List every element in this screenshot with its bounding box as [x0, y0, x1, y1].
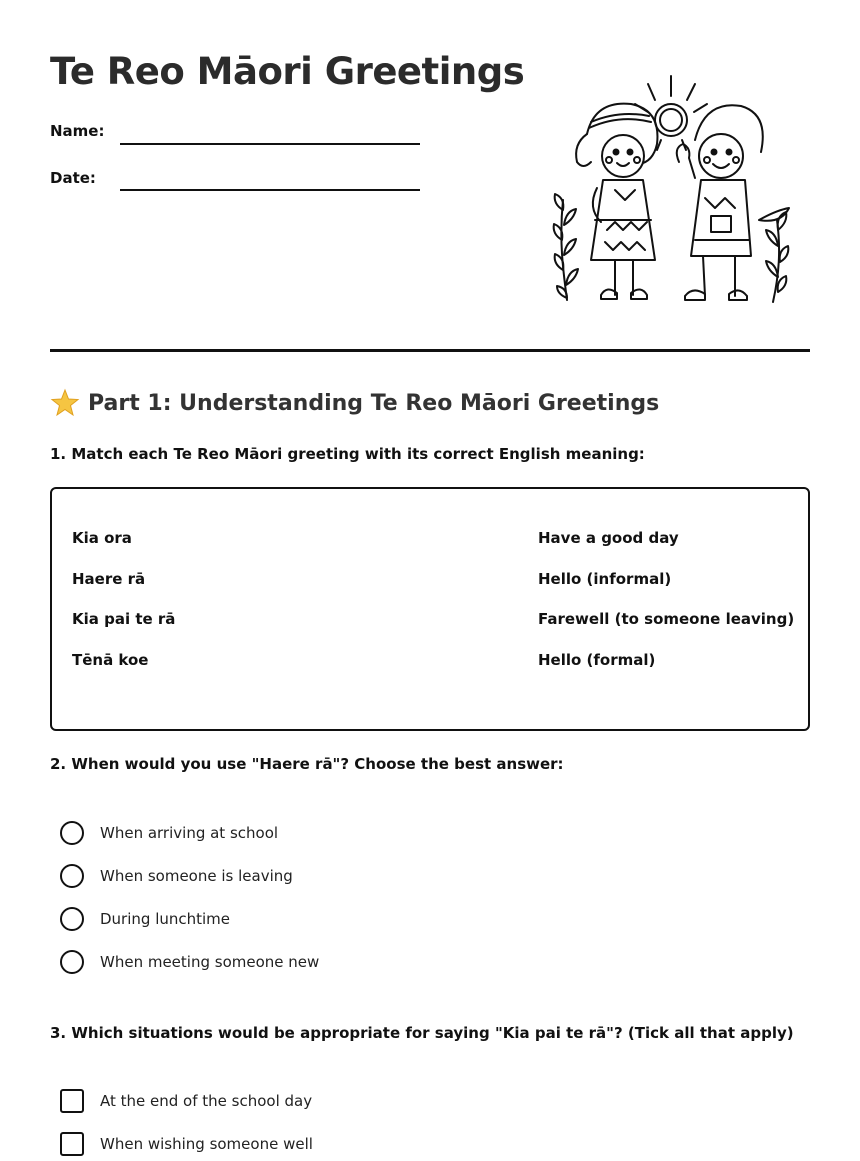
fern-left-icon	[554, 194, 578, 300]
radio-option[interactable]	[60, 821, 278, 845]
radio-option-label: When someone is leaving	[100, 867, 293, 885]
divider	[50, 349, 810, 352]
checkbox-option[interactable]	[60, 1132, 313, 1156]
name-label: Name:	[50, 122, 105, 140]
radio-button[interactable]	[60, 950, 84, 974]
radio-option-label: When arriving at school	[100, 824, 279, 842]
radio-option[interactable]	[60, 907, 230, 931]
meaning-item[interactable]: Have a good day	[538, 529, 679, 547]
meaning-item[interactable]: Farewell (to someone leaving)	[538, 610, 795, 628]
greeting-item[interactable]: Tēnā koe	[72, 651, 149, 669]
girl-icon	[576, 104, 657, 299]
greeting-item[interactable]: Kia pai te rā	[72, 610, 176, 628]
name-field[interactable]	[120, 143, 420, 145]
checkbox[interactable]	[60, 1132, 84, 1156]
radio-button[interactable]	[60, 907, 84, 931]
date-field[interactable]	[120, 189, 420, 191]
meaning-item[interactable]: Hello (informal)	[538, 570, 672, 588]
part1-heading	[50, 388, 659, 418]
checkbox-option-label: At the end of the school day	[100, 1092, 313, 1110]
question-3: 3. Which situations would be appropriate for saying "Kia pai te rā"? (Tick all that apply)	[50, 1024, 794, 1042]
star-icon	[50, 388, 80, 418]
checkbox-option-label: When wishing someone well	[100, 1135, 313, 1153]
question-2: 2. When would you use "Haere rā"? Choose the best answer:	[50, 755, 564, 773]
radio-button[interactable]	[60, 821, 84, 845]
checkbox[interactable]	[60, 1089, 84, 1113]
radio-option[interactable]	[60, 864, 293, 888]
question-1: 1. Match each Te Reo Māori greeting with its correct English meaning:	[50, 445, 645, 463]
meaning-item[interactable]: Hello (formal)	[538, 651, 656, 669]
radio-button[interactable]	[60, 864, 84, 888]
radio-option[interactable]	[60, 950, 319, 974]
children-illustration	[545, 70, 795, 310]
radio-option-label: When meeting someone new	[100, 953, 320, 971]
radio-option-label: During lunchtime	[100, 910, 231, 928]
boy-icon	[677, 105, 763, 300]
checkbox-option[interactable]	[60, 1089, 312, 1113]
greeting-item[interactable]: Kia ora	[72, 529, 132, 547]
part1-heading-text: Part 1: Understanding Te Reo Māori Greetings	[88, 390, 660, 416]
matching-box	[50, 487, 810, 731]
greeting-item[interactable]: Haere rā	[72, 570, 146, 588]
date-label: Date:	[50, 169, 96, 187]
fern-right-icon	[759, 208, 789, 302]
page-title: Te Reo Māori Greetings	[50, 50, 525, 93]
